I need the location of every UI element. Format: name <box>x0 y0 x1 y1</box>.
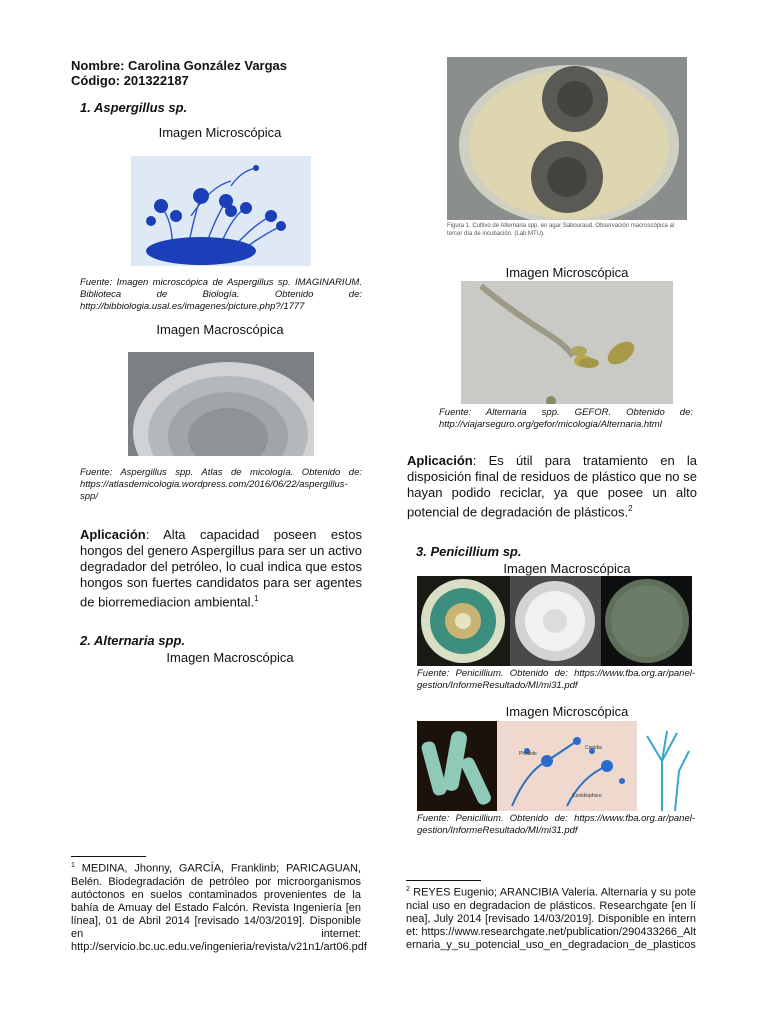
alternaria-micro-source: Fuente: Alternaria spp. GEFOR. Obtenido de: http://viajarseguro.org/gefor/micologia/Alternaria.html <box>439 407 693 430</box>
aspergillus-micro-caption: Imagen Microscópica <box>158 125 282 140</box>
label-conidia: Conidia <box>585 745 602 751</box>
footnote-1-number: 1 <box>71 862 75 869</box>
application-text-2: : Es útil para tratamiento en la disposición final de residuos de plástico que no se hayan podido reciclar, ya que posee un alto potencial de degradación de plásticos. <box>407 453 697 520</box>
alternaria-application <box>407 453 697 520</box>
alternaria-macro-caption: Imagen Macroscópica <box>166 650 294 665</box>
alternaria-petri-dish-image <box>447 57 687 220</box>
section-penicillium-heading: 3. Penicillium sp. <box>416 544 522 559</box>
penicillium-micro-source: Fuente: Penicillium. Obtenido de: https://www.fba.org.ar/panel-gestion/InformeResultado/MI/mi31.pdf <box>417 813 695 836</box>
label-conidiophore: Conidiophore <box>572 793 602 799</box>
penicillium-macro-caption: Imagen Macroscópica <box>503 561 631 576</box>
application-label: Aplicación <box>80 527 146 542</box>
section-aspergillus-heading: 1. Aspergillus sp. <box>80 100 188 115</box>
footnote-ref-2: 2 <box>628 504 633 513</box>
application-text: : Alta capacidad poseen estos hongos del genero Aspergillus para ser un activo degradador del petróleo, lo cual indica que estos hongos son fuertes candidatos para ser agentes de biorremediacion ambiental. <box>80 527 362 610</box>
footnote-2-text: REYES Eugenio; ARANCIBIA Valeria. Alternaria y su potencial uso en degradacion de plásticos. Researchgate [en línea], July 2014 [revisado 14/03/2019]. Disponible en internet: https://www.researchgate.net/publication/290433266_Alternaria_y_su_potencial_uso_en_degradacion_de_plasticos <box>406 886 696 951</box>
penicillium-microscopic-image <box>417 721 692 811</box>
section-alternaria-heading: 2. Alternaria spp. <box>80 633 185 648</box>
student-code: Código: 201322187 <box>71 73 189 88</box>
application-label-2: Aplicación <box>407 453 473 468</box>
footnote-1-text: MEDINA, Jhonny, GARCÍA, Franklinb; PARICAGUAN, Belén. Biodegradación de petróleo por microorganismos autóctonos en suelos contaminados provenientes de la bahía de Amuay del Estado Falcón. Revista Ingeniería [en línea], 01 de Abril 2014 [revisado 14/03/2019]. Disponible en internet: http://servicio.bc.uc.edu.ve/ingenieria/revista/v21n1/art06.pdf <box>71 862 367 953</box>
footnote-ref-1: 1 <box>254 594 259 603</box>
footnote-2-number: 2 <box>406 886 410 893</box>
student-name: Nombre: Carolina González Vargas <box>71 58 288 73</box>
footnote-1 <box>71 859 367 954</box>
alternaria-micro-caption: Imagen Microscópica <box>505 265 629 280</box>
aspergillus-macro-caption: Imagen Macroscópica <box>156 322 284 337</box>
footnote-2 <box>406 883 696 952</box>
alternaria-microscopic-image <box>461 281 673 404</box>
penicillium-macro-source: Fuente: Penicillium. Obtenido de: https://www.fba.org.ar/panel-gestion/InformeResultado/MI/mi31.pdf <box>417 668 695 691</box>
aspergillus-macroscopic-image <box>128 352 314 456</box>
alternaria-figure-caption: Figura 1. Cultivo de Alternaria spp. en agar Sabouraud. Observación macroscópica al tercer día de incubación. (Lab MTU). <box>447 223 675 237</box>
footnote-divider-2 <box>406 880 481 881</box>
aspergillus-macro-source: Fuente: Aspergillus spp. Atlas de micología. Obtenido de: https://atlasdemicologia.wordpress.com/2016/06/22/aspergillus-spp/ <box>80 467 362 502</box>
footnote-divider-1 <box>71 856 146 857</box>
penicillium-macroscopic-image <box>417 576 692 666</box>
aspergillus-micro-source: Fuente: Imagen microscópica de Aspergillus sp. IMAGINARIUM. Biblioteca de Biología. Obtenido de: http://bibbiologia.usal.es/imagenes/picture.php?/1777 <box>80 277 362 312</box>
label-phialide: Phialide <box>519 751 537 757</box>
penicillium-micro-caption: Imagen Microscópica <box>505 704 629 719</box>
aspergillus-application <box>80 527 362 610</box>
aspergillus-microscopic-image <box>131 156 311 266</box>
